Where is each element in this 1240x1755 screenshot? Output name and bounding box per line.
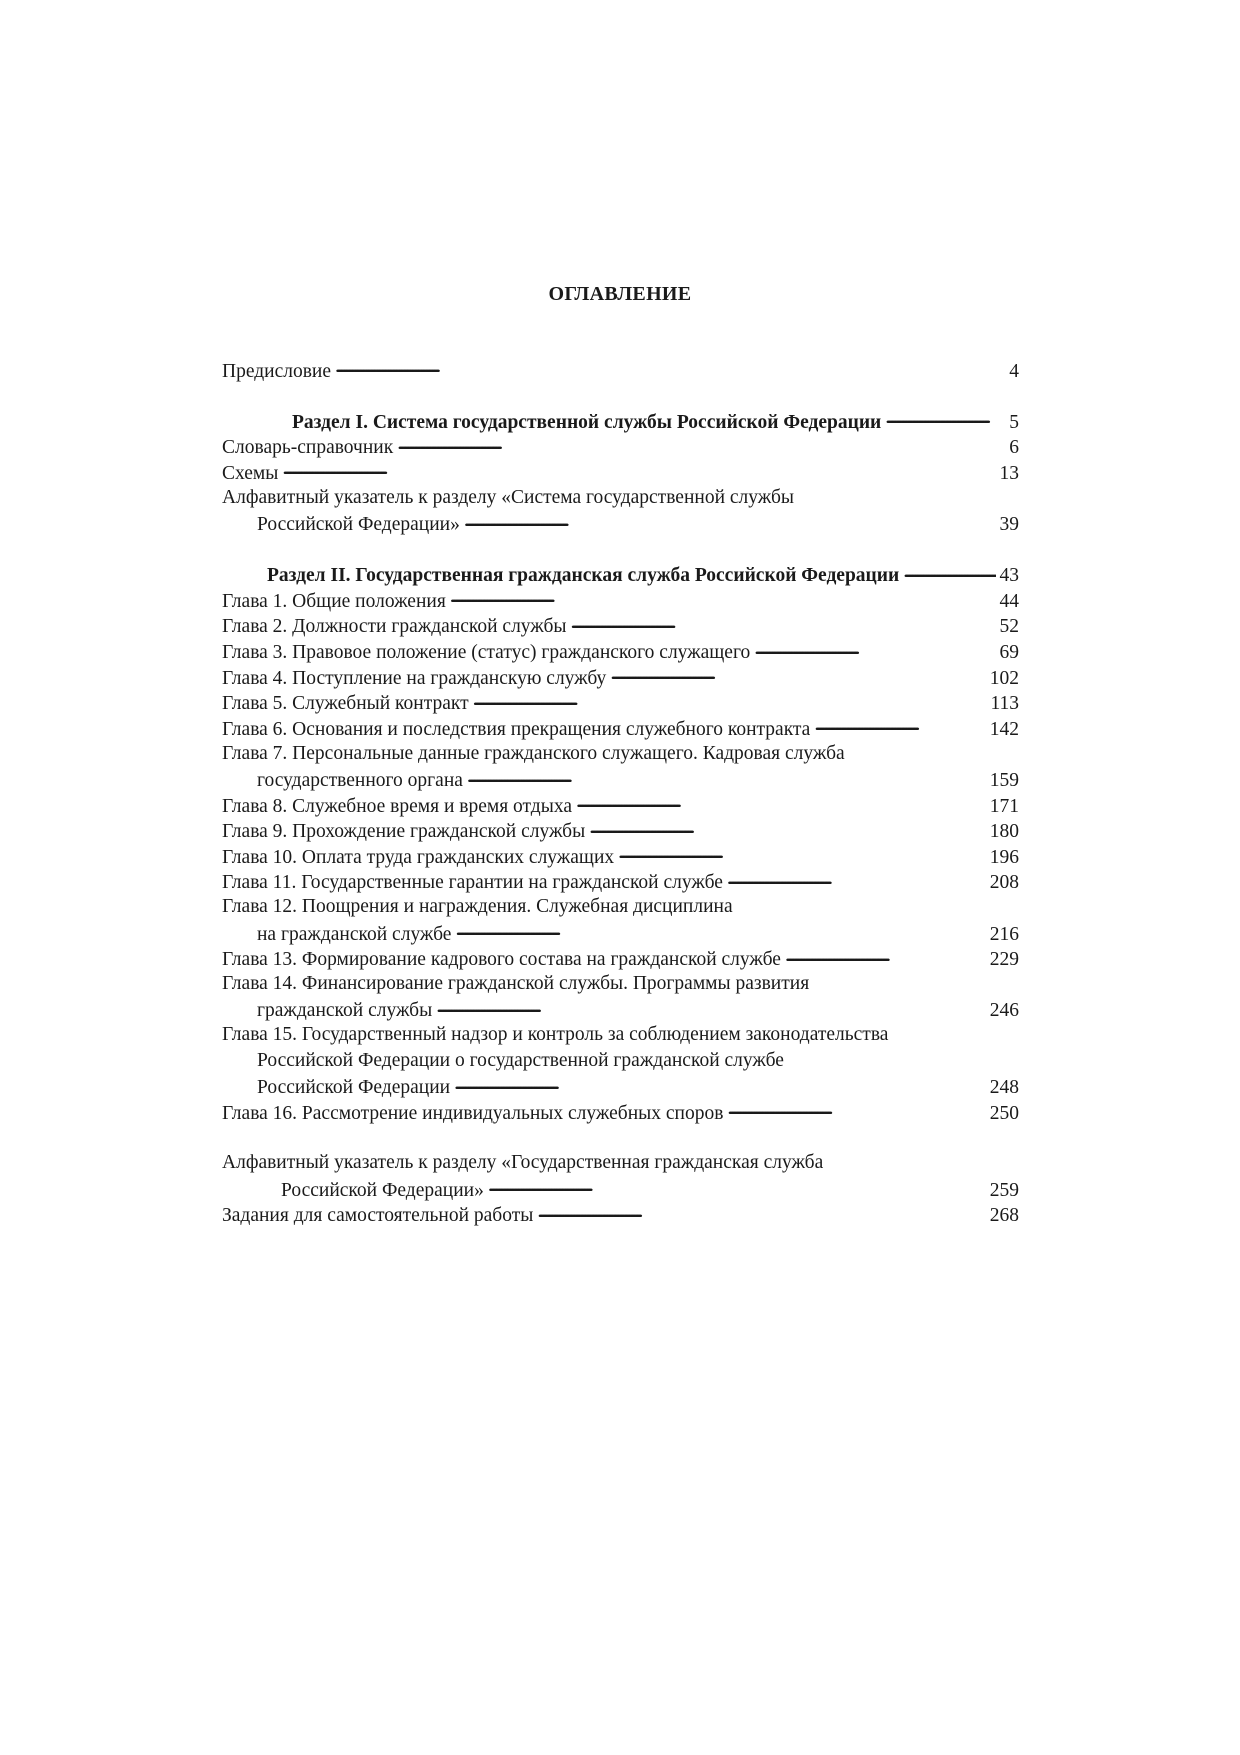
- toc-entry-chapter-14[interactable]: [222, 997, 1019, 1023]
- leader-dots: [436, 997, 986, 1017]
- toc-entry-chapter-7[interactable]: [222, 767, 1019, 793]
- toc-entry-label: Глава 16. Рассмотрение индивидуальных служебных споров: [222, 1102, 724, 1124]
- toc-entry-chapter-13[interactable]: [222, 946, 1019, 972]
- leader-dots: [537, 1202, 985, 1222]
- toc-entry-preface[interactable]: [222, 357, 1019, 383]
- toc-entry-chapter-14-line-1[interactable]: Глава 14. Финансирование гражданской службы. Программы развития: [222, 973, 810, 995]
- toc-page-number: 248: [989, 1077, 1019, 1099]
- toc-entry-chapter-3[interactable]: [222, 639, 1019, 665]
- toc-entry-index-2[interactable]: [222, 1176, 1019, 1202]
- toc-entry-chapter-12-line-1[interactable]: Глава 12. Поощрения и награждения. Служебная дисциплина: [222, 896, 733, 918]
- leader-dots: [488, 1176, 986, 1196]
- toc-page-number: 43: [999, 565, 1019, 587]
- toc-page-number: 5: [1009, 411, 1019, 433]
- toc-entry-glossary[interactable]: [222, 434, 1019, 460]
- toc-page-number: 13: [999, 462, 1019, 484]
- toc-entry-label: Глава 6. Основания и последствия прекращения служебного контракта: [222, 718, 811, 740]
- toc-entry-chapter-11[interactable]: [222, 869, 1019, 895]
- toc-entry-section-1[interactable]: [222, 408, 1019, 434]
- toc-page-number: 69: [999, 642, 1019, 664]
- toc-entry-label: Глава 9. Прохождение гражданской службы: [222, 821, 586, 843]
- toc-entry-chapter-6[interactable]: [222, 715, 1019, 741]
- toc-page-number: 39: [999, 514, 1019, 536]
- leader-dots: [450, 587, 996, 607]
- leader-dots: [727, 869, 986, 889]
- toc-page-number: 208: [989, 872, 1019, 894]
- leader-dots: [814, 715, 985, 735]
- leader-dots: [455, 920, 985, 940]
- toc-entry-chapter-10[interactable]: [222, 843, 1019, 869]
- toc-entry-label: Глава 13. Формирование кадрового состава на гражданской службе: [222, 949, 781, 971]
- toc-entry-label: Глава 3. Правовое положение (статус) гражданского служащего: [222, 642, 751, 664]
- toc-entry-tasks[interactable]: [222, 1202, 1019, 1228]
- toc-entry-label: Российской Федерации: [257, 1077, 451, 1099]
- toc-entry-label: Задания для самостоятельной работы: [222, 1205, 534, 1227]
- toc-entry-label: Схемы: [222, 462, 279, 484]
- toc-entry-chapter-15[interactable]: [222, 1074, 1019, 1100]
- toc-entry-chapter-15-line-2[interactable]: Российской Федерации о государственной гражданской службе: [257, 1050, 784, 1072]
- leader-dots: [754, 639, 995, 659]
- toc-page-number: 216: [989, 923, 1019, 945]
- toc-entry-label: Глава 4. Поступление на гражданскую службу: [222, 667, 607, 689]
- leader-dots: [454, 1074, 986, 1094]
- section-heading: Раздел I. Система государственной службы Российской Федерации: [292, 411, 882, 433]
- leader-dots: [473, 690, 987, 710]
- toc-entry-label: государственного органа: [257, 770, 463, 791]
- toc-entry-chapter-4[interactable]: [222, 664, 1019, 690]
- leader-dots: [571, 613, 996, 633]
- toc-page-number: 180: [989, 821, 1019, 843]
- leader-dots: [576, 792, 986, 812]
- toc-entry-chapter-5[interactable]: [222, 690, 1019, 716]
- leader-dots: [727, 1099, 985, 1119]
- leader-dots: [464, 511, 996, 531]
- toc-entry-index-1[interactable]: [222, 511, 1019, 537]
- section-heading: Раздел II. Государственная гражданская служба Российской Федерации: [267, 565, 900, 587]
- toc-page-number: 246: [989, 1000, 1019, 1022]
- toc-page-number: 44: [999, 590, 1019, 612]
- toc-entry-label: Глава 2. Должности гражданской службы: [222, 616, 567, 638]
- toc-entry-label: Глава 1. Общие положения: [222, 590, 446, 612]
- toc-entry-chapter-15-line-1[interactable]: Глава 15. Государственный надзор и контроль за соблюдением законодательства: [222, 1024, 889, 1046]
- toc-page-number: 250: [989, 1102, 1019, 1124]
- leader-dots: [885, 408, 1005, 428]
- toc-entry-index-2-line-1[interactable]: Алфавитный указатель к разделу «Государственная гражданская служба: [222, 1152, 824, 1174]
- toc-page-number: 171: [989, 795, 1019, 817]
- toc-entry-chapter-9[interactable]: [222, 818, 1019, 844]
- toc-page-number: 6: [1009, 437, 1019, 459]
- leader-dots: [467, 767, 986, 787]
- toc-page-number: 113: [990, 693, 1019, 715]
- leader-dots: [618, 843, 986, 863]
- toc-entry-chapter-7-line-1[interactable]: Глава 7. Персональные данные гражданского служащего. Кадровая служба: [222, 742, 845, 764]
- leader-dots: [335, 357, 1005, 377]
- toc-page-number: 268: [989, 1205, 1019, 1227]
- toc-entry-chapter-2[interactable]: [222, 613, 1019, 639]
- toc-page-number: 196: [989, 846, 1019, 868]
- toc-entry-chapter-16[interactable]: [222, 1099, 1019, 1125]
- toc-entry-label: Предисловие: [222, 360, 332, 382]
- toc-entry-label: Глава 5. Служебный контракт: [222, 693, 469, 715]
- toc-entry-label: Глава 10. Оплата труда гражданских служащих: [222, 846, 615, 868]
- leader-dots: [903, 562, 995, 582]
- toc-page-number: 142: [989, 718, 1019, 740]
- leader-dots: [785, 946, 986, 966]
- toc-page-number: 102: [989, 667, 1019, 689]
- toc-entry-label: Российской Федерации»: [257, 514, 460, 536]
- leader-dots: [397, 434, 1005, 454]
- toc-entry-index-1-line-1[interactable]: Алфавитный указатель к разделу «Система государственной службы: [222, 486, 794, 508]
- leader-dots: [282, 459, 995, 479]
- toc-entry-label: Глава 8. Служебное время и время отдыха: [222, 795, 572, 817]
- toc-entry-label: на гражданской службе: [257, 923, 452, 945]
- toc-entry-label: Глава 11. Государственные гарантии на гражданской службе: [222, 872, 723, 894]
- toc-entry-label: Российской Федерации»: [281, 1179, 484, 1201]
- toc-page-number: 4: [1009, 360, 1019, 382]
- toc-entry-label: Словарь-справочник: [222, 437, 394, 459]
- toc-page-number: 159: [989, 770, 1019, 791]
- toc-page-number: 229: [989, 949, 1019, 971]
- toc-page-number: 52: [999, 616, 1019, 638]
- table-of-contents: [222, 357, 1019, 1227]
- toc-entry-label: гражданской службы: [257, 1000, 433, 1022]
- leader-dots: [610, 664, 985, 684]
- toc-page-number: 259: [989, 1179, 1019, 1201]
- leader-dots: [589, 818, 986, 838]
- toc-entry-chapter-1[interactable]: [222, 587, 1019, 613]
- page-title: ОГЛАВЛЕНИЕ: [548, 283, 692, 305]
- toc-entry-schemes[interactable]: [222, 459, 1019, 485]
- toc-entry-chapter-12[interactable]: [222, 920, 1019, 946]
- toc-entry-section-2[interactable]: [222, 562, 1019, 588]
- toc-entry-chapter-8[interactable]: [222, 792, 1019, 818]
